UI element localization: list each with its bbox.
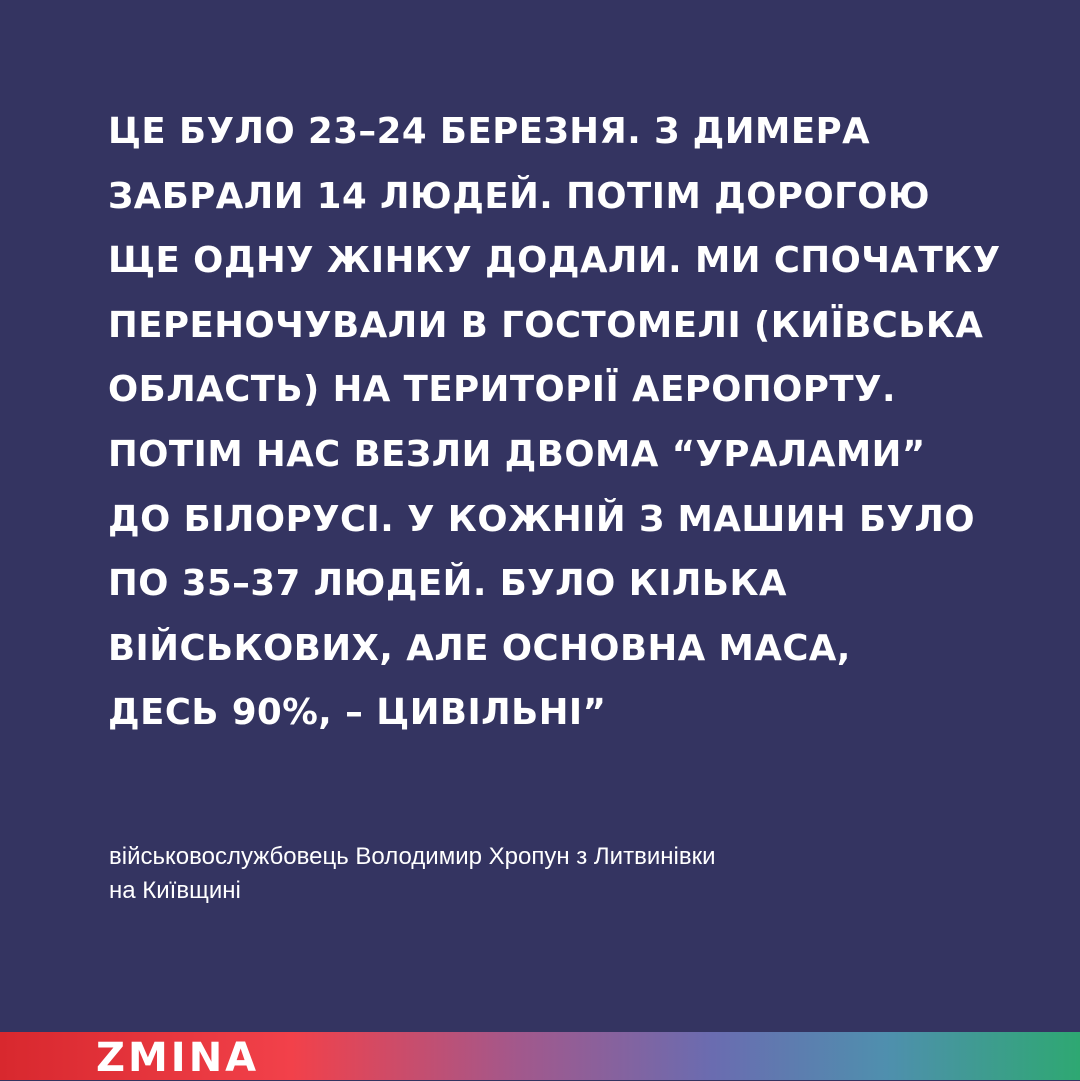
quote-line: ДЕСЬ 90%, – ЦИВІЛЬНІ” — [108, 692, 607, 734]
quote-line: ОБЛАСТЬ) НА ТЕРИТОРІЇ АЕРОПОРТУ. — [108, 369, 896, 411]
attribution — [109, 840, 1009, 908]
quote-line: ЩЕ ОДНУ ЖІНКУ ДОДАЛИ. МИ СПОЧАТКУ — [108, 240, 1001, 282]
quote-line: ЦЕ БУЛО 23–24 БЕРЕЗНЯ. З ДИМЕРА — [108, 111, 871, 152]
quote-line: ПЕРЕНОЧУВАЛИ В ГОСТОМЕЛІ (КИЇВСЬКА — [108, 304, 984, 346]
attribution-line: на Київщині — [109, 877, 241, 904]
quote-line: ПО 35–37 ЛЮДЕЙ. БУЛО КІЛЬКА — [108, 563, 787, 605]
zmina-logo: ZMINA — [96, 1035, 260, 1081]
quote-text — [108, 100, 1048, 746]
brand-gradient-bar — [0, 1032, 1080, 1080]
quote-line: ДО БІЛОРУСІ. У КОЖНІЙ З МАШИН БУЛО — [108, 498, 976, 540]
quote-line: ВІЙСЬКОВИХ, АЛЕ ОСНОВНА МАСА, — [108, 627, 851, 669]
quote-line: ЗАБРАЛИ 14 ЛЮДЕЙ. ПОТІМ ДОРОГОЮ — [108, 175, 931, 217]
quote-line: ПОТІМ НАС ВЕЗЛИ ДВОМА “УРАЛАМИ” — [108, 433, 926, 475]
attribution-line: військовослужбовець Володимир Хропун з Литвинівки — [109, 843, 716, 870]
